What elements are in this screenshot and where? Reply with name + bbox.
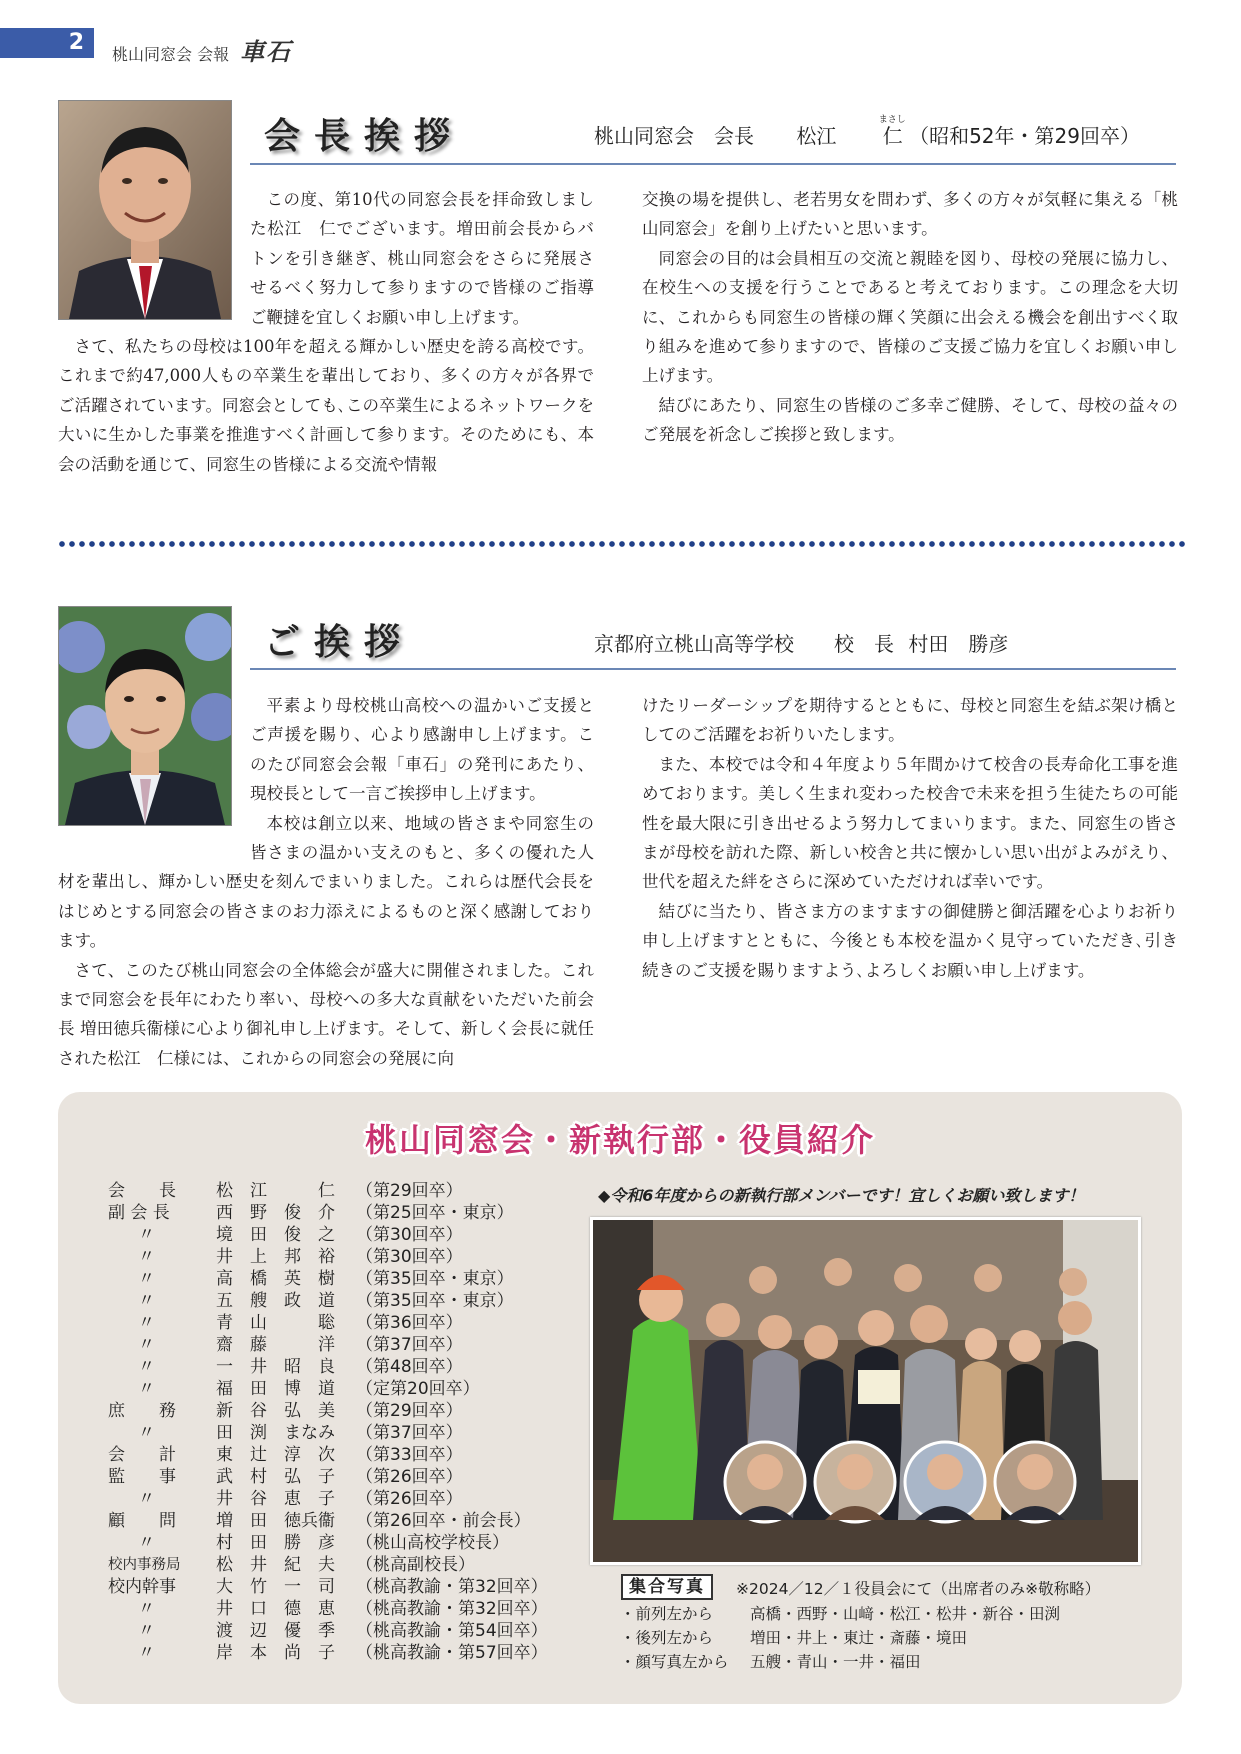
greeting2-paragraph: 本校は創立以来、地域の皆さまや同窓生の皆さまの温かい支えのもと、多くの優れた人材を輩出し、輝かしい歴史を刻んでまいりました。これらは歴代会長をはじめとする同窓会の皆さまのお力添えによるものと深く感謝しております。	[58, 813, 594, 951]
greeting1-byline	[594, 115, 1140, 149]
greeting2-right-column	[642, 691, 1178, 985]
greeting1-org-role: 桃山同窓会 会長	[594, 124, 754, 148]
dotted-divider	[57, 538, 1185, 550]
running-header	[112, 32, 292, 67]
greeting1-ruby: まさし	[878, 115, 906, 125]
greeting1-rule	[250, 163, 1176, 165]
officers-title: 桃山同窓会・新執行部・役員紹介	[364, 1121, 875, 1159]
greeting2-paragraph: 結びに当たり、皆さま方のますますの御健勝と御活躍を心よりお祈り申し上げますとともに、今後とも本校を温かく見守っていただき､引き続きのご支援を賜りますよう､よろしくお願い申し上げます。	[642, 901, 1178, 980]
greeting2-name: 村田 勝彦	[908, 632, 1009, 656]
caption-line: ・前列左から 高橋・西野・山﨑・松江・松井・新谷・田渕	[620, 1605, 1061, 1623]
brand-logo: 車石	[240, 37, 293, 66]
photo-caption-lines	[620, 1602, 1140, 1674]
caption-line: ・後列左から 増田・井上・東辻・斎藤・境田	[620, 1629, 968, 1647]
group-photo-label: 集合写真	[621, 1574, 713, 1600]
greeting1-paragraph: この度、第10代の同窓会長を拝命致しました松江 仁でございます。増田前会長からバトンを引き継ぎ、桃山同窓会をさらに発展させるべく努力して参りますので皆様のご指導ご鞭撻を宜しくお願い申し上げます。	[250, 190, 594, 327]
greeting2-left-column	[58, 691, 594, 1073]
greeting1-name-given: 仁	[882, 124, 903, 148]
greeting2-paragraph: また、本校では令和４年度より５年間かけて校舎の長寿命化工事を進めております。美しく生まれ変わった校舎で未来を担う生徒たちの可能性を最大限に引き出せるよう努力してまいります。また、同窓生の皆さまが母校を訪れた際、新しい校舎と共に懐かしい思い出がよみがえり、世代を超えた絆をさらに深めていただければ幸いです。	[642, 754, 1178, 892]
greeting2-paragraph: 平素より母校桃山高校への温かいご支援とご声援を賜り、心より感謝申し上げます。このたび同窓会会報「車石」の発刊にあたり、現校長として一言ご挨拶申し上げます。	[250, 696, 594, 804]
greeting2-title: ご挨拶	[264, 621, 415, 663]
greeting1-grad-note: （昭和52年・第29回卒）	[909, 124, 1140, 148]
greeting2-org-role: 京都府立桃山高等学校 校 長	[594, 632, 894, 656]
page-number: 2	[0, 28, 94, 58]
greeting1-title: 会長挨拶	[264, 115, 465, 157]
greeting1-paragraph: 結びにあたり、同窓生の皆様のご多幸ご健勝、そして、母校の益々のご発展を祈念しご挨拶と致します。	[642, 395, 1178, 445]
greeting1-right-column	[642, 185, 1178, 450]
caption-line: ・顔写真左から 五艘・青山・一井・福田	[620, 1653, 921, 1671]
greeting1-left-column	[58, 185, 594, 479]
greeting1-paragraph: 同窓会の目的は会員相互の交流と親睦を図り、母校の発展に協力し、在校生への支援を行うことであると考えております。この理念を大切に、これからも同窓生の皆様の輝く笑顔に出会える機会を創出すべく取り組みを進めて参りますので、皆様のご支援ご協力を宜しくお願い申し上げます。	[642, 248, 1178, 386]
officers-list: 会 長 松 江 仁 （第29回卒） 副 会 長 西 野 俊 介 （第25回卒・東京） 〃 境 田 俊 之 （第30回卒） 〃 井 上 邦 裕 （第30回卒） 〃 高 橋 英 樹 （第35回卒・東京） 〃 五 艘 政 道 （第35回卒・東京） 〃 青 山 聡 （第36回卒） 〃 齋 藤 洋 （第37回卒） 〃 一 井 昭 良 （第48回卒） 〃 福 田 博 道 （定第20回卒） 庶 務 新 谷 弘 美 （第29回卒） 〃 田 渕 まなみ （第37回卒） 会 計 東 辻 淳 次 （第33回卒） 監 事 武 村 弘 子 （第26回卒） 〃 井 谷 恵 子 （第26回卒） 顧 問 増 田 徳兵衞 （第26回卒・前会長） 〃 村 田 勝 彦 （桃山高校学校長） 校内事務局 松 井 紀 夫 （桃高副校長） 校内幹事 大 竹 一 司 （桃高教諭・第32回卒） 〃 井 口 德 恵 （桃高教諭・第32回卒） 〃 渡 辺 優 季 （桃高教諭・第54回卒） 〃 岸 本 尚 子 （桃高教諭・第57回卒）	[108, 1181, 548, 1663]
greeting1-paragraph: さて、私たちの母校は100年を超える輝かしい歴史を誇る高校です。これまで約47,000人もの卒業生を輩出しており、多くの方々が各界でご活躍されています。同窓会としても､この卒業生によるネットワークを大いに生かした事業を推進すべく計画して参ります。そのためにも、本会の活動を通じて、同窓生の皆様による交流や情報	[58, 337, 594, 474]
photo-headline: ◆令和6年度からの新執行部メンバーです！宜しくお願い致します！	[598, 1186, 1085, 1205]
publication-name: 桃山同窓会 会報	[112, 45, 230, 64]
greeting1-paragraph: 交換の場を提供し、老若男女を問わず、多くの方々が気軽に集える「桃山同窓会」を創り上げたいと思います。	[642, 190, 1178, 239]
group-photo-note: ※2024／12／１役員会にて（出席者のみ※敬称略）	[736, 1580, 1101, 1598]
group-photo	[590, 1217, 1141, 1565]
greeting2-paragraph: さて、このたび桃山同窓会の全体総会が盛大に開催されました。これまで同窓会を長年にわたり率い、母校への多大な貢献をいただいた前会長 増田徳兵衞様に心より御礼申し上げます。そして、新しく会長に就任された松江 仁様には、これからの同窓会の発展に向	[58, 960, 594, 1068]
greeting1-name-family: 松江	[796, 124, 837, 148]
greeting2-rule	[250, 668, 1176, 670]
greeting2-paragraph: けたリーダーシップを期待するとともに、母校と同窓生を結ぶ架け橋としてのご活躍をお祈りいたします。	[642, 696, 1178, 745]
greeting2-byline	[594, 628, 1008, 657]
